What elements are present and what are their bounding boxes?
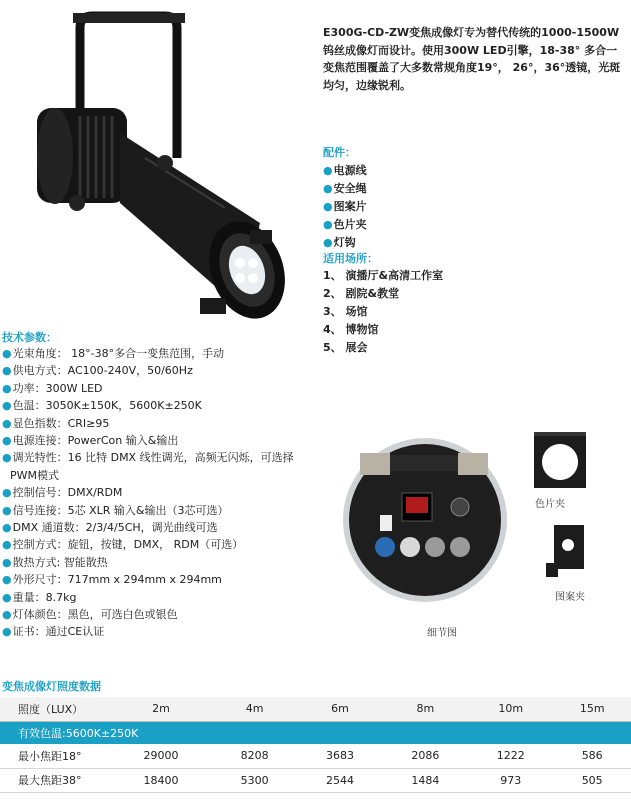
table-header-row (0, 697, 631, 721)
spec-item: ●调光特性：16 比特 DMX 线性调光，高频无闪烁，可选择 PWM模式 (2, 451, 294, 482)
gobo-caption: 图案夹 (555, 592, 585, 603)
spec-item: ●功率：300W LED (2, 381, 103, 395)
list-item: 4、 博物馆 (323, 323, 379, 336)
spec-item: ●色温：3050K±150K，5600K±250K (2, 399, 202, 413)
table-cell: 最大焦距38° (0, 768, 110, 792)
table-band-row (0, 721, 631, 744)
list-item: ●电源线 (323, 164, 367, 177)
table-cell: 973 (468, 768, 553, 792)
table-header-cell: 6m (297, 697, 382, 721)
table-row (0, 744, 631, 768)
table-header-cell: 10m (468, 697, 553, 721)
venues-title: 适用场所： (323, 252, 378, 265)
table-header-cell: 照度（LUX） (0, 697, 110, 721)
spec-item: ●光束角度： 18°-38°多合一变焦范围，手动 (2, 347, 225, 360)
spec-item: ●散热方式: 智能散热 (2, 555, 108, 569)
table-cell: 29000 (110, 744, 212, 768)
gobo-holder-photo (540, 525, 584, 577)
table-row (0, 768, 631, 792)
detail-caption: 细节图 (427, 628, 457, 639)
table-cell: 3683 (297, 744, 382, 768)
spec-item: ●电源连接：PowerCon 输入&输出 (2, 433, 179, 447)
table-cell: 505 (553, 768, 631, 792)
spec-item: ●供电方式：AC100-240V，50/60Hz (2, 364, 193, 378)
table-title: 变焦成像灯照度数据 (2, 680, 101, 693)
spec-item: ●控制信号：DMX/RDM (2, 486, 123, 500)
spec-item: ●控制方式：旋钮，按键，DMX， RDM（可选） (2, 538, 244, 552)
spec-item: ●重量：8.7kg (2, 590, 77, 604)
accessories-title: 配件： (323, 146, 356, 159)
spec-item: ●DMX 通道数：2/3/4/5CH，调光曲线可选 (2, 520, 218, 534)
table-header-cell: 2m (110, 697, 212, 721)
table-header-cell: 8m (383, 697, 468, 721)
list-item: ●灯钩 (323, 236, 356, 249)
spec-item: ●信号连接：5芯 XLR 输入&输出（3芯可选） (2, 503, 229, 517)
specs-list (2, 345, 302, 641)
table-cell: 2086 (383, 744, 468, 768)
table-cell: 最小焦距18° (0, 744, 110, 768)
color-temp-band: 有效色温:5600K±250K (0, 721, 631, 744)
list-item: ●色片夹 (323, 218, 367, 231)
rear-panel-photo (340, 435, 510, 605)
table-cell: 1222 (468, 744, 553, 768)
table-cell: 8208 (212, 744, 297, 768)
gel-frame-photo (530, 432, 590, 490)
list-item: 2、 剧院&教堂 (323, 287, 400, 300)
spec-item: ●外形尺寸：717mm x 294mm x 294mm (2, 573, 222, 587)
table-header-cell: 15m (553, 697, 631, 721)
spec-item: ●灯体颜色：黑色，可选白色或银色 (2, 607, 178, 621)
accessories-list (323, 162, 367, 252)
spec-item: ●证书：通过CE认证 (2, 625, 105, 639)
specs-title: 技术参数： (2, 331, 57, 344)
venues-list (323, 267, 443, 357)
list-item: ●安全绳 (323, 182, 367, 195)
list-item: 5、 展会 (323, 341, 368, 354)
product-photo (25, 8, 295, 328)
illuminance-table (0, 697, 631, 793)
table-cell: 18400 (110, 768, 212, 792)
product-intro: E300G-CD-ZW变焦成像灯专为替代传统的1000-1500W钨丝成像灯而设计。使用300W LED引擎，18-38° 多合一变焦范围覆盖了大多数常规角度19°， 26°，36°透镜，光斑均匀，边缘锐利。 (323, 26, 621, 92)
table-header-cell: 4m (212, 697, 297, 721)
table-cell: 2544 (297, 768, 382, 792)
list-item: ●图案片 (323, 200, 367, 213)
table-cell: 1484 (383, 768, 468, 792)
list-item: 3、 场馆 (323, 305, 368, 318)
list-item: 1、 演播厅&高清工作室 (323, 269, 444, 282)
table-cell: 5300 (212, 768, 297, 792)
spec-item: ●显色指数：CRI≥95 (2, 416, 110, 430)
gel-caption: 色片夹 (535, 499, 565, 510)
table-cell: 586 (553, 744, 631, 768)
